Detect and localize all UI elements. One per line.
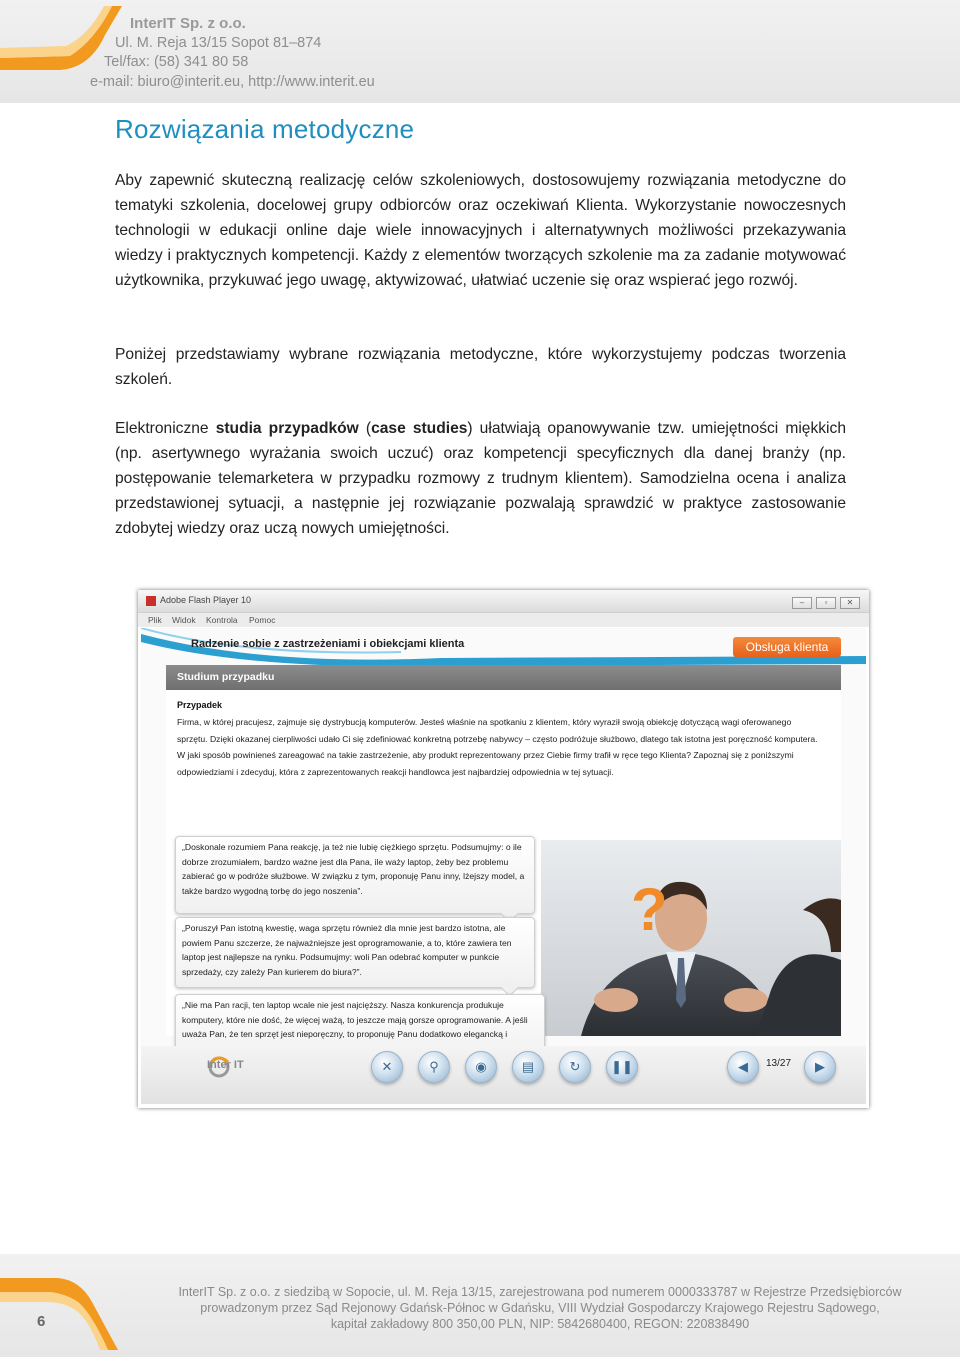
page-header	[0, 0, 960, 103]
course-app-area	[141, 628, 866, 1104]
menu-item-plik[interactable]: Plik	[148, 615, 162, 625]
question-mark-icon: ?	[631, 876, 668, 943]
case-study-panel	[166, 690, 841, 1040]
menu-item-pomoc[interactable]: Pomoc	[249, 615, 276, 625]
bold-term: studia przypadków	[215, 420, 359, 437]
company-address: Ul. M. Reja 13/15 Sopot 81–874	[115, 34, 322, 51]
next-icon[interactable]: ▶	[804, 1051, 836, 1083]
case-description: Firma, w której pracujesz, zajmuje się dystrybucją komputerów. Jesteś właśnie na spotkaniu z klientem, który wyraził swoją obiekcję dotyczącą wagi oferowanego sprzętu. Dzięki okazanej cierpliwości udało Ci się zdefiniować konkretną potrzebę nabywcy – często podróżuje służbowo, dlatego tak istotna jest poręczność komputera. W jaki sposób powinieneś zareagować na takie zastrzeżenie, aby produkt reprezentowany przez Ciebie firmy trafił w ręce tego Klienta? Zapoznaj się z poniższymi odpowiedziami i zdecyduj, która z zaprezentowanych reakcji handlowca jest najbardziej odpowiednia w tej sytuacji.	[177, 717, 818, 777]
footer-line: kapitał zakładowy 800 350,00 PLN, NIP: 5842680400, REGON: 220838490	[330, 1317, 750, 1331]
company-registration-info	[170, 1284, 910, 1332]
businessman-photo	[541, 840, 841, 1036]
answer-text: „Nie ma Pan racji, ten laptop wcale nie jest najcięższy. Nasza konkurencja produkuje komputery, które nie dość, że więcej ważą, to jeszcze mają gorsze oprogramowanie. A jeśli uważa Pan, że ten sprzęt jest nieporęczny, to proponuję Panu dodatkowo elegancką i	[182, 1000, 528, 1040]
methods-intro-paragraph: Poniżej przedstawiamy wybrane rozwiązania metodyczne, które wykorzystujemy podczas tworzenia szkoleń.	[115, 346, 846, 388]
brand-name: Inter IT	[207, 1059, 244, 1071]
page-counter: 13/27	[766, 1058, 792, 1069]
minimize-button[interactable]: –	[792, 597, 812, 609]
elearning-screenshot	[138, 590, 869, 1108]
answer-text: „Doskonale rozumiem Pana reakcję, ja też nie lubię ciężkiego sprzętu. Podsumujmy: o ile dobrze zrozumiałem, bardzo ważne jest dla Pana, ile waży laptop, żeby bez problemu zabierać go w podróże służbowe. W związku z tym, proponuję Panu inny, lżejszy model, a także bardzo wygodną torbę do jego noszenia”.	[182, 842, 525, 896]
window-title: Adobe Flash Player 10	[160, 595, 252, 605]
window-menubar	[138, 613, 869, 627]
company-phone: Tel/fax: (58) 341 80 58	[104, 54, 249, 70]
paragraph-text: Elektroniczne	[115, 420, 216, 437]
answer-option-2[interactable]	[175, 917, 535, 988]
company-contact-block	[90, 14, 375, 92]
intro-paragraph: Aby zapewnić skuteczną realizację celów szkoleniowych, dostosowujemy rozwiązania metodyczne do tematyki szkolenia, docelowej grupy odbiorców oraz oczekiwań Klienta. Wykorzystanie nowoczesnych technologii w edukacji online daje wiele innowacyjnych i alternatywnych możliwości przekazywania wiedzy i praktycznych kompetencji. Każdy z elementów tworzących szkolenie ma za zadanie motywować użytkownika, przykuwać jego uwagę, aktywizować, ułatwiać uczenie się oraz wspierać jego rozwój.	[115, 172, 846, 289]
window-titlebar	[138, 590, 869, 613]
answer-option-1[interactable]	[175, 836, 535, 914]
close-icon[interactable]: ✕	[371, 1051, 403, 1083]
footer-swoosh-graphic	[0, 1254, 130, 1357]
course-toolbar	[141, 1046, 866, 1104]
bold-term: case studies	[371, 420, 468, 437]
menu-item-widok[interactable]: Widok	[172, 615, 196, 625]
audio-icon[interactable]: ◉	[465, 1051, 497, 1083]
pause-icon[interactable]: ❚❚	[606, 1051, 638, 1083]
notes-icon[interactable]: ▤	[512, 1051, 544, 1083]
page-number: 6	[37, 1313, 46, 1330]
paragraph-text: (	[358, 420, 372, 437]
page-footer	[0, 1254, 960, 1357]
case-label: Przypadek	[177, 700, 223, 710]
prev-icon[interactable]: ◀	[727, 1051, 759, 1083]
page-title: Rozwiązania metodyczne	[115, 114, 415, 144]
customer-service-button[interactable]: Obsługa klienta	[733, 637, 841, 657]
refresh-icon[interactable]: ↻	[559, 1051, 591, 1083]
close-window-button[interactable]: ✕	[840, 597, 860, 609]
company-name: InterIT Sp. z o.o.	[130, 15, 246, 32]
search-icon[interactable]: ⚲	[418, 1051, 450, 1083]
footer-line: InterIT Sp. z o.o. z siedzibą w Sopocie, ul. M. Reja 13/15, zarejestrowana pod numerem 0000333787 w Rejestrze Przedsiębiorców	[178, 1285, 902, 1299]
menu-item-kontrola[interactable]: Kontrola	[206, 615, 238, 625]
maximize-button[interactable]: ▫	[816, 597, 836, 609]
paragraph-text: ) ułatwiają opanowywanie tzw. umiejętności miękkich (np. asertywnego wyrażania swoich uczuć) oraz kompetencji specyficznych dla danej branży (np. postępowanie telemarketera w przypadku rozmowy z trudnym klientem). Samodzielna ocena i analiza przedstawionej sytuacji, a następnie jej rozwiązanie pozwalają sprawdzić w praktyce zastosowanie zdobytej wiedzy oraz uczą nowych umiejętności.	[115, 420, 846, 537]
answer-text: „Poruszył Pan istotną kwestię, waga sprzętu również dla mnie jest bardzo istotna, ale powiem Panu szczerze, że najważniejsze jest oprogramowanie, a to, które zawiera ten laptop jest najlepsze na rynku. Podsumujmy: woli Pan odebrać komputer w punkcie sprzedaży, czy zależy Pan kurierem do biura?”.	[182, 923, 512, 977]
flash-app-icon	[146, 596, 156, 606]
section-header: Studium przypadku	[166, 665, 841, 690]
course-title: Radzenie sobie z zastrzeżeniami i obiekcjami klienta	[191, 638, 465, 650]
company-contact-links[interactable]: e-mail: biuro@interit.eu, http://www.interit.eu	[90, 73, 375, 90]
footer-line: prowadzonym przez Sąd Rejonowy Gdańsk-Północ w Gdańsku, VIII Wydział Gospodarczy Krajowego Rejestru Sądowego,	[200, 1301, 880, 1315]
case-studies-paragraph	[115, 416, 846, 541]
